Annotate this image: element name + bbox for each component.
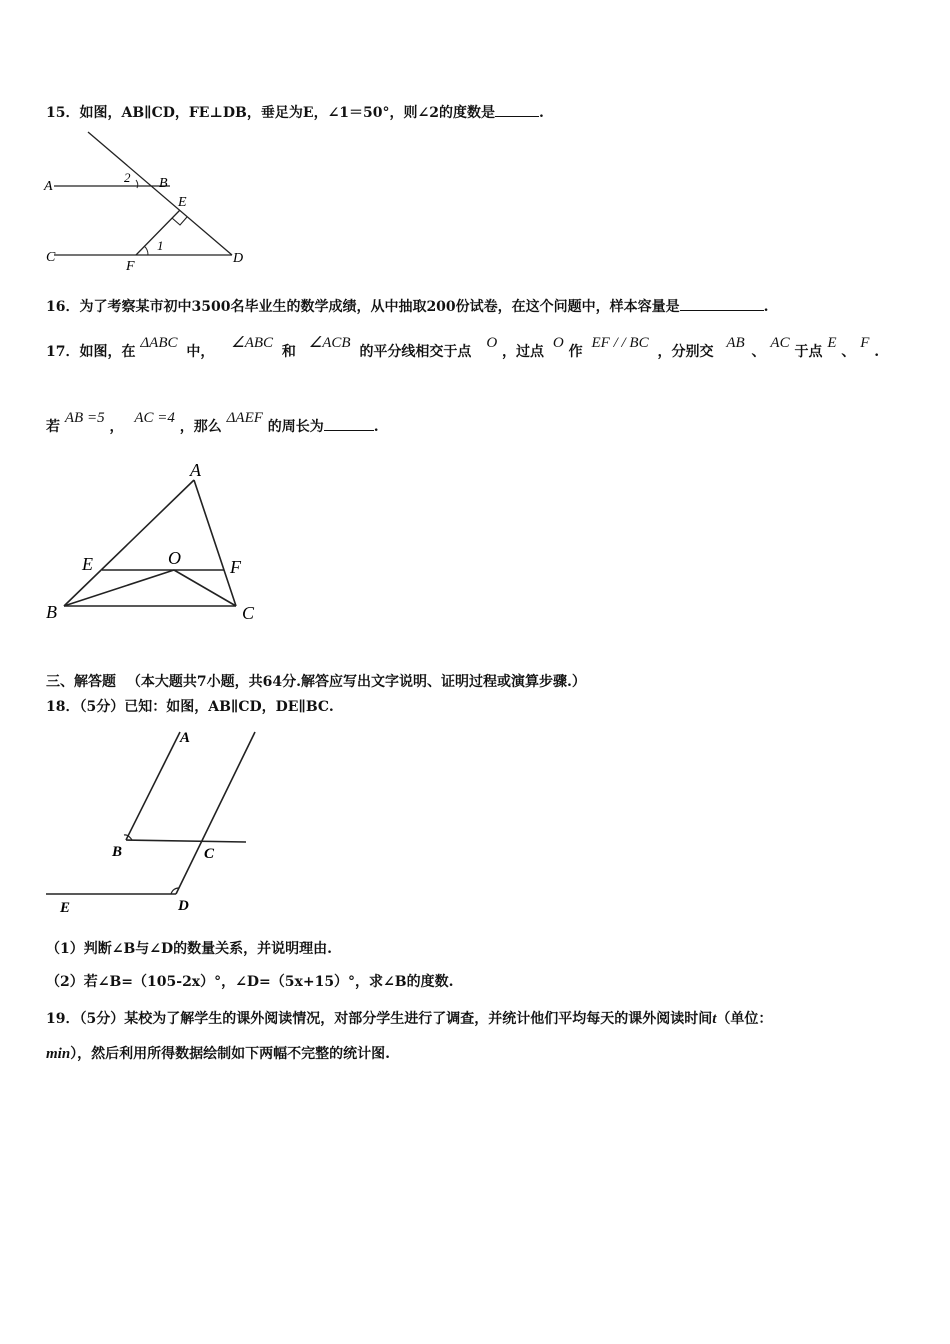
q17-math-f: F bbox=[860, 335, 870, 351]
q17-line2: 若 AB =5 ， AC =4 ，那么 ΔAEF 的周长为 . bbox=[46, 410, 379, 435]
q15-label-f: F bbox=[126, 259, 135, 273]
q15-figure bbox=[40, 128, 260, 273]
q17-answer-blank[interactable] bbox=[324, 416, 374, 431]
q17-math-ab-5: AB =5 bbox=[64, 410, 105, 426]
q17-math-triangle-abc: ΔABC bbox=[140, 335, 178, 351]
q17-label-c: C bbox=[242, 603, 255, 623]
q17-math-triangle-aef: ΔAEF bbox=[226, 410, 263, 426]
q17-math-angle-abc: ∠ABC bbox=[231, 335, 274, 351]
q16-answer-blank[interactable] bbox=[680, 296, 764, 311]
q19-line1: 19．（5分）某校为了解学生的课外阅读情况，对部分学生进行了调查，并统计他们平均每天的课外阅读时间t（单位： bbox=[46, 1011, 773, 1027]
q18-label-a: A bbox=[180, 730, 191, 746]
q18-label-d: D bbox=[178, 898, 189, 914]
q15-label-2: 2 bbox=[124, 170, 131, 185]
q17-math-ac-4: AC =4 bbox=[134, 410, 175, 426]
section3-heading: 三、解答题 （本大题共7小题，共64分.解答应写出文字说明、证明过程或演算步骤.） bbox=[46, 674, 586, 690]
q17-label-f: F bbox=[230, 557, 241, 577]
q17-figure bbox=[40, 456, 270, 628]
q17-math-ef-parallel-bc: EF / / BC bbox=[591, 335, 649, 351]
q15-label-c: C bbox=[46, 250, 56, 265]
q15-label-b: B bbox=[159, 176, 168, 191]
q15-label-a: A bbox=[44, 179, 53, 194]
q18-text: 18．（5分）已知：如图，AB∥CD，DE∥BC. bbox=[46, 699, 334, 715]
q15-answer-blank[interactable] bbox=[495, 102, 539, 117]
q16-stem: 16．为了考察某市初中3500名毕业生的数学成绩，从中抽取200份试卷，在这个问题中，样本容量是 bbox=[46, 299, 680, 315]
q17-label-a: A bbox=[190, 460, 201, 480]
q17-math-ab: AB bbox=[726, 335, 745, 351]
q18-figure bbox=[40, 722, 270, 922]
q19-var-t: t bbox=[712, 1011, 717, 1027]
q17-math-o2: O bbox=[552, 335, 564, 351]
q15-text: 15．如图，AB∥CD，FE⊥DB，垂足为E，∠1＝50°，则∠2的度数是 . bbox=[46, 102, 544, 123]
q18-label-c: C bbox=[204, 846, 215, 862]
q15-label-d: D bbox=[233, 251, 244, 266]
q19-line2: min），然后利用所得数据绘制如下两幅不完整的统计图. bbox=[46, 1046, 391, 1062]
q17-math-angle-acb: ∠ACB bbox=[308, 335, 351, 351]
q17-label-o: O bbox=[168, 548, 181, 568]
q18-label-b: B bbox=[112, 844, 123, 860]
q18-sub1: （1）判断∠B与∠D的数量关系，并说明理由. bbox=[46, 941, 333, 957]
q17-math-ac: AC bbox=[770, 335, 790, 351]
q18-sub2: （2）若∠B=（105-2x）°，∠D=（5x+15）°，求∠B的度数. bbox=[46, 974, 454, 990]
q17-label-b: B bbox=[46, 602, 57, 622]
q15-stem: 15．如图，AB∥CD，FE⊥DB，垂足为E，∠1＝50°，则∠2的度数是 bbox=[46, 105, 495, 121]
q19-unit-min: min bbox=[46, 1046, 71, 1062]
q16-text: 16．为了考察某市初中3500名毕业生的数学成绩，从中抽取200份试卷，在这个问题中，样本容量是 . bbox=[46, 296, 769, 317]
q17-label-e: E bbox=[82, 554, 93, 574]
q17-math-e: E bbox=[827, 335, 837, 351]
q15-label-e: E bbox=[178, 195, 187, 210]
q17-line1: 17．如图，在 ΔABC 中， ∠ABC 和 ∠ACB 的平分线相交于点 O ，过点 O 作 EF / / BC ，分别交 AB 、 AC 于点 E 、 F . bbox=[46, 335, 880, 360]
q17-math-o: O bbox=[486, 335, 498, 351]
q15-label-1: 1 bbox=[157, 238, 164, 253]
q18-label-e: E bbox=[60, 900, 71, 916]
